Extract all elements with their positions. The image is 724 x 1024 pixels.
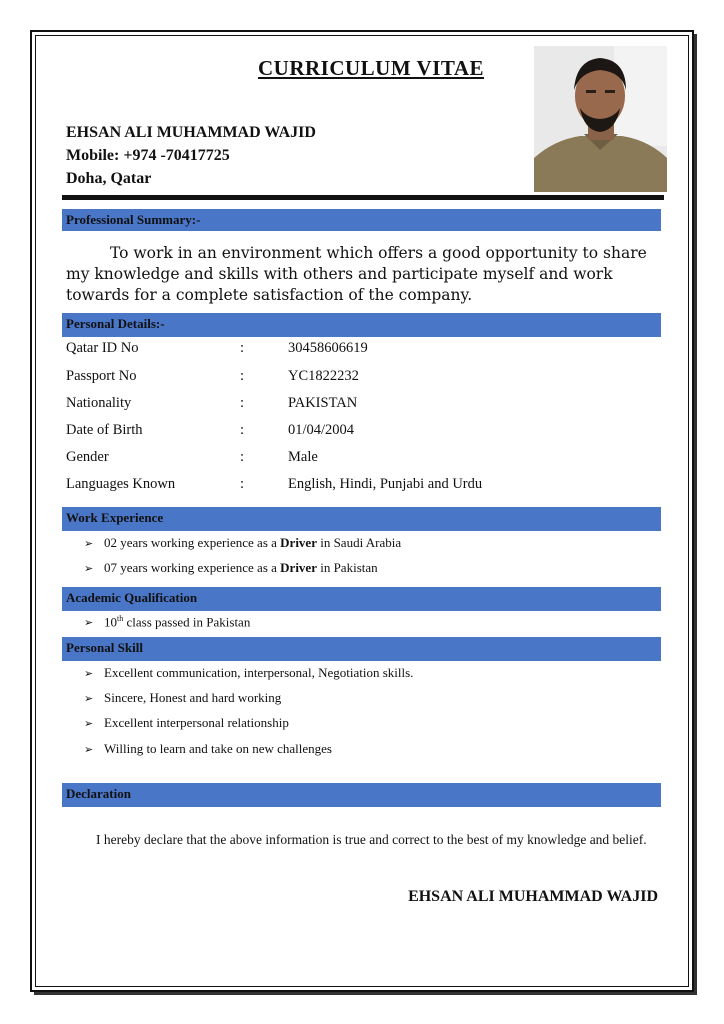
detail-value: English, Hindi, Punjabi and Urdu	[288, 476, 483, 492]
detail-label: Nationality	[66, 395, 132, 411]
candidate-mobile: Mobile: +974 -70417725	[66, 147, 230, 164]
page-border-shadow-right	[694, 34, 697, 995]
arrow-bullet-icon: ➢	[84, 692, 94, 705]
candidate-location: Doha, Qatar	[66, 170, 152, 187]
header-divider	[62, 195, 664, 200]
arrow-bullet-icon: ➢	[84, 743, 94, 756]
section-header-academic	[62, 587, 661, 611]
detail-label: Gender	[66, 449, 109, 465]
section-title: Personal Details:-	[66, 316, 165, 331]
detail-colon: :	[240, 422, 245, 438]
detail-label: Languages Known	[66, 476, 176, 492]
detail-colon: :	[240, 476, 245, 492]
detail-value: Male	[288, 449, 318, 465]
section-title: Work Experience	[66, 510, 164, 525]
detail-label: Date of Birth	[66, 422, 143, 438]
profile-photo	[534, 46, 667, 192]
section-header-declaration	[62, 783, 661, 807]
detail-value: 01/04/2004	[288, 422, 355, 438]
section-title: Professional Summary:-	[66, 212, 201, 227]
section-title: Declaration	[66, 786, 131, 801]
academic-item: ➢ 10th class passed in Pakistan	[84, 614, 251, 630]
profile-photo-image	[534, 46, 667, 192]
section-header-work-experience	[62, 507, 661, 531]
signature-name: EHSAN ALI MUHAMMAD WAJID	[408, 888, 658, 905]
arrow-bullet-icon: ➢	[84, 537, 94, 550]
section-title: Personal Skill	[66, 640, 143, 655]
skill-item: ➢ Sincere, Honest and hard working	[84, 690, 282, 705]
summary-text: To work in an environment which offers a good opportunity to share my knowledge and skills with others and participate myself and work towards for a complete satisfaction of the company.	[66, 244, 647, 304]
arrow-bullet-icon: ➢	[84, 667, 94, 680]
work-item: ➢ 07 years working experience as a Driver in Pakistan	[84, 560, 378, 575]
detail-colon: :	[240, 340, 245, 356]
section-header-summary	[62, 209, 661, 231]
section-title: Academic Qualification	[66, 590, 198, 605]
document-title: CURRICULUM VITAE	[258, 56, 484, 80]
detail-colon: :	[240, 395, 245, 411]
work-item: ➢ 02 years working experience as a Driver in Saudi Arabia	[84, 535, 402, 550]
skill-item: ➢ Excellent interpersonal relationship	[84, 715, 289, 730]
arrow-bullet-icon: ➢	[84, 616, 94, 630]
detail-value: PAKISTAN	[288, 395, 358, 411]
skill-item: ➢ Excellent communication, interpersonal, Negotiation skills.	[84, 665, 414, 680]
declaration-text: I hereby declare that the above information is true and correct to the best of my knowledge and belief.	[96, 832, 647, 847]
arrow-bullet-icon: ➢	[84, 717, 94, 730]
candidate-name: EHSAN ALI MUHAMMAD WAJID	[66, 124, 316, 141]
page-border-shadow-bottom	[34, 992, 697, 995]
detail-value: YC1822232	[288, 368, 359, 384]
detail-label: Qatar ID No	[66, 340, 139, 356]
detail-value: 30458606619	[288, 340, 368, 356]
skill-item: ➢ Willing to learn and take on new challenges	[84, 741, 332, 756]
detail-colon: :	[240, 368, 245, 384]
detail-colon: :	[240, 449, 245, 465]
detail-label: Passport No	[66, 368, 137, 384]
arrow-bullet-icon: ➢	[84, 562, 94, 575]
section-header-personal-skill	[62, 637, 661, 661]
section-header-personal-details	[62, 313, 661, 337]
